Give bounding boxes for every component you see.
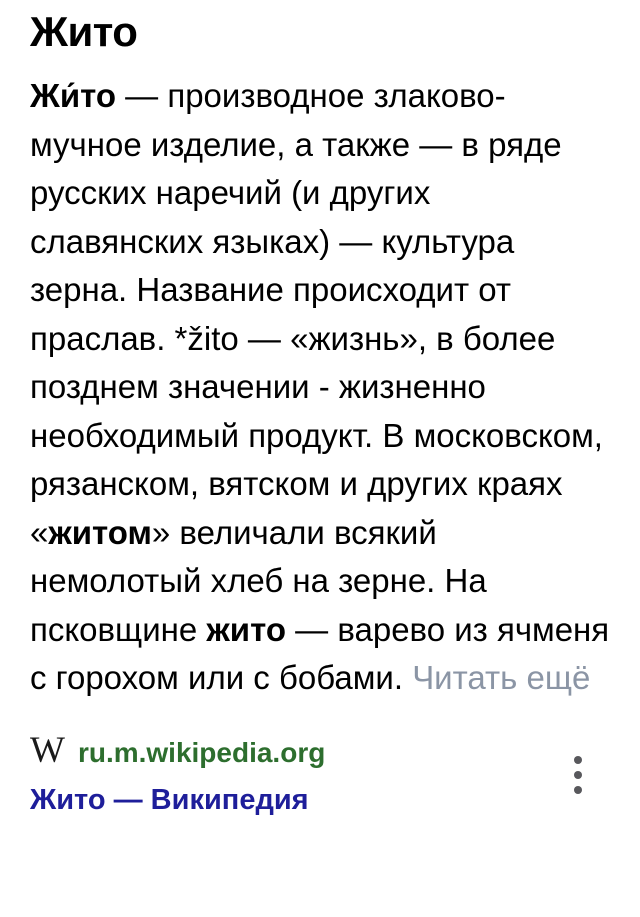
page-title: Жито — [30, 8, 138, 55]
wikipedia-favicon-icon: W — [30, 729, 65, 771]
kebab-dot-icon — [574, 786, 582, 794]
snippet-text-run: » величали всякий немолотый хлеб на зерне. На псковщине — [30, 513, 487, 648]
kebab-dot-icon — [574, 771, 582, 779]
snippet-runs — [30, 77, 609, 696]
result-title-link[interactable]: Жито — Википедия — [30, 783, 309, 816]
kebab-dot-icon — [574, 756, 582, 764]
domain-text: ru.m.wikipedia.org — [77, 736, 326, 768]
snippet-bold-term: жито — [206, 610, 286, 648]
result-footer — [30, 729, 612, 817]
snippet-text-run: — производное злаково-мучное изделие, а также — в ряде русских наречий (и других славянских языках) — культура зерна. Название происходит от праслав. *žito — «жизнь», в более позднем значении - жизненно необходимый продукт. В московском, рязанском, вятском и других краях « — [30, 77, 603, 551]
snippet-paragraph — [30, 72, 612, 703]
read-more-link[interactable]: Читать ещё — [412, 659, 591, 696]
snippet-bold-term: Жи́то — [30, 77, 116, 114]
domain-row[interactable] — [30, 729, 326, 771]
result-info — [30, 729, 326, 817]
snippet-text-run: — варево из ячменя с горохом или с бобами. — [30, 610, 610, 696]
snippet-bold-term: житом — [48, 513, 152, 551]
kebab-menu-button[interactable] — [560, 744, 596, 806]
